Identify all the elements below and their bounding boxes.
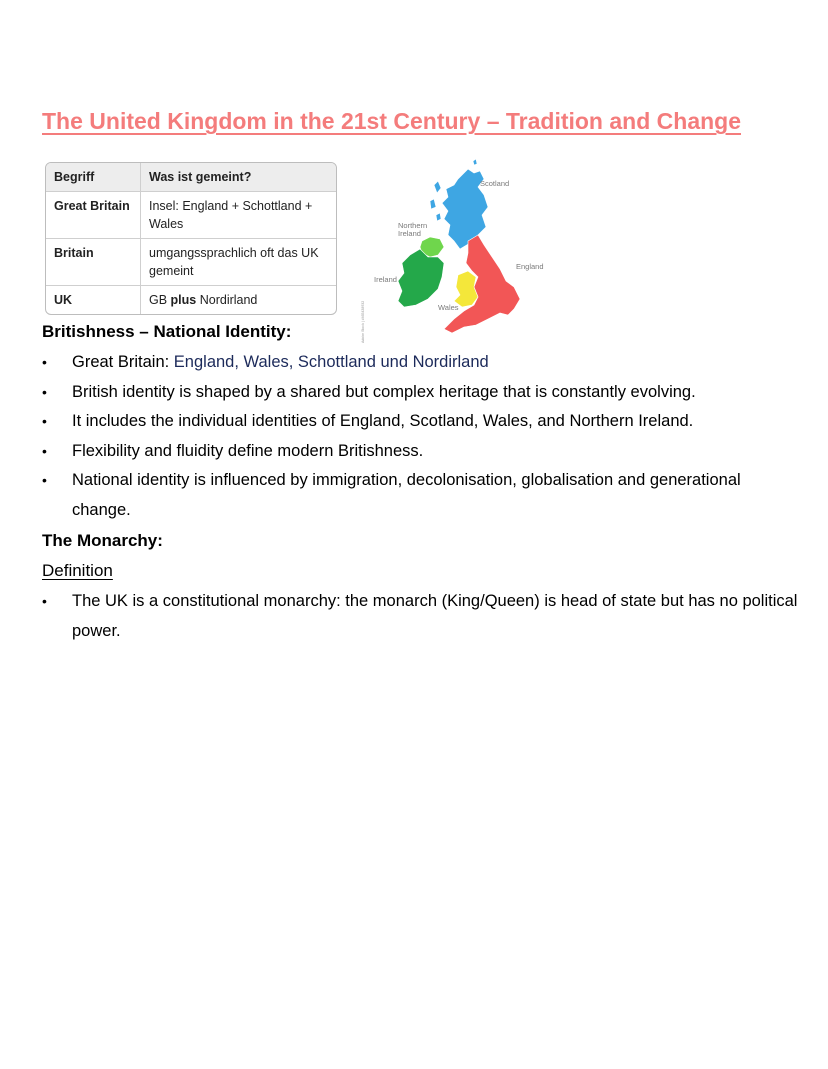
- meaning-post: Nordirland: [196, 293, 258, 307]
- table-header-row: [46, 163, 336, 192]
- wales-region: [454, 271, 478, 307]
- bullet-text-countries: England, Wales, Schottland und Nordirland: [173, 353, 489, 371]
- britishness-list: [42, 348, 802, 525]
- uk-map: [350, 155, 560, 355]
- definition-subheading: Definition: [42, 561, 113, 580]
- table-cell-meaning: [141, 286, 336, 314]
- list-item: • It includes the individual identities of England, Scotland, Wales, and Northern Ireland.: [42, 407, 802, 437]
- page-title: The United Kingdom in the 21st Century – Tradition and Change: [42, 108, 741, 134]
- table-cell-meaning: Insel: England + Schottland + Wales: [141, 192, 336, 239]
- table-row: [46, 239, 336, 286]
- monarchy-heading: The Monarchy:: [42, 531, 163, 550]
- map-credit: Adobe Stock | #465438932: [361, 300, 365, 343]
- table-row: [46, 192, 336, 239]
- monarchy-list: [42, 587, 802, 646]
- map-label-scotland: Scotland: [480, 179, 510, 188]
- list-item: • The UK is a constitutional monarchy: the monarch (King/Queen) is head of state but has no political power.: [42, 587, 802, 646]
- list-item: • Flexibility and fluidity define modern Britishness.: [42, 437, 802, 467]
- map-label-northern-ireland: Ireland: [398, 229, 421, 238]
- england-region: [444, 235, 520, 333]
- list-item: • British identity is shaped by a shared but complex heritage that is constantly evolving.: [42, 378, 802, 408]
- map-label-wales: Wales: [438, 303, 459, 312]
- meaning-bold: plus: [170, 293, 197, 307]
- list-item: [42, 348, 802, 378]
- list-item: • National identity is influenced by immigration, decolonisation, globalisation and generational change.: [42, 466, 802, 525]
- table-row: [46, 286, 336, 314]
- table-header-meaning: Was ist gemeint?: [141, 163, 336, 192]
- table-cell-meaning: umgangssprachlich oft das UK gemeint: [141, 239, 336, 286]
- table-header-term: Begriff: [46, 163, 141, 192]
- ireland-region: [398, 249, 444, 307]
- map-label-england: England: [516, 262, 544, 271]
- table-cell-term: Great Britain: [46, 192, 141, 239]
- table-cell-term: Britain: [46, 239, 141, 286]
- table-cell-term: UK: [46, 286, 141, 314]
- terms-table: [45, 162, 337, 315]
- bullet-text-pre: Great Britain:: [72, 353, 174, 371]
- britishness-heading: Britishness – National Identity:: [42, 322, 292, 341]
- meaning-pre: GB: [149, 293, 171, 307]
- map-label-ireland: Ireland: [374, 275, 397, 284]
- map-label-northern: Northern: [398, 221, 428, 230]
